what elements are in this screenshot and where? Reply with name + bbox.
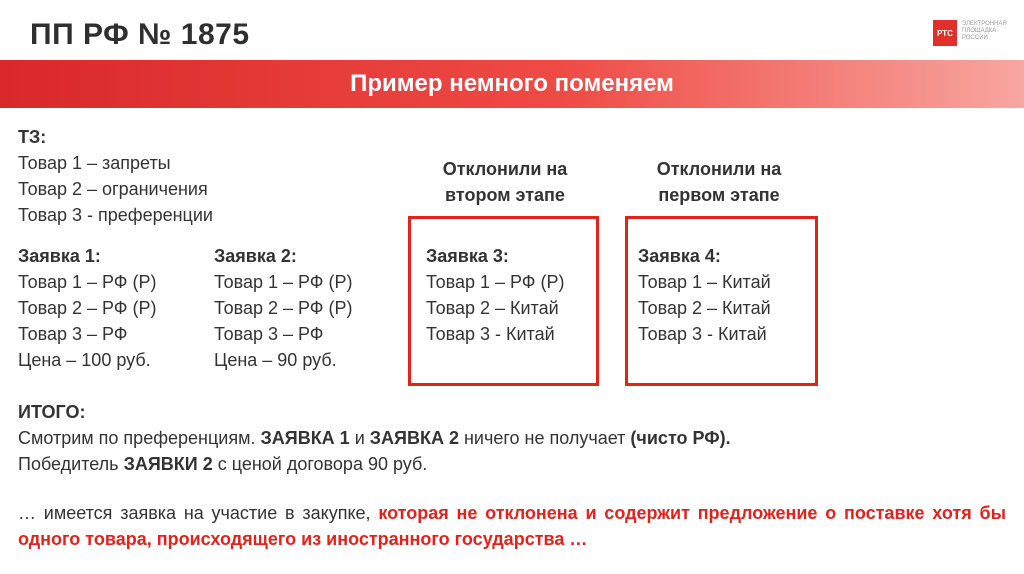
- tz-line: Товар 2 – ограничения: [18, 179, 208, 199]
- application-heading: Заявка 2:: [214, 246, 297, 266]
- text-run: Победитель: [18, 454, 124, 474]
- application-line: Товар 2 – Китай: [638, 298, 771, 318]
- total-heading: ИТОГО:: [18, 402, 86, 422]
- status-rejected-first-stage: Отклонили на первом этапе: [656, 159, 782, 205]
- application-heading: Заявка 4:: [638, 246, 721, 266]
- logo-text: ЭЛЕКТРОННАЯ ПЛОЩАДКА РОССИИ: [962, 21, 1007, 41]
- text-run: Смотрим по преференциям.: [18, 428, 261, 448]
- application-2: [214, 243, 353, 373]
- application-line: Товар 2 – Китай: [426, 298, 559, 318]
- text-run: и: [349, 428, 370, 448]
- application-1: [18, 243, 157, 373]
- text-run: ничего не получает: [458, 428, 631, 448]
- price-value: – 100 руб.: [61, 350, 151, 370]
- price-label: Цена: [18, 350, 62, 370]
- application-line: Товар 3 – РФ: [214, 324, 324, 344]
- application-line: Товар 1 – РФ (Р): [426, 272, 565, 292]
- price-value: – 90 руб.: [257, 350, 337, 370]
- application-line: Товар 3 - Китай: [426, 324, 555, 344]
- page-title: ПП РФ № 1875: [30, 18, 250, 51]
- price-label: Цена: [214, 350, 258, 370]
- application-price: [18, 347, 157, 373]
- text-run-bold: ЗАЯВКА 1: [260, 428, 350, 448]
- tz-heading: ТЗ:: [18, 127, 47, 147]
- tz-line: Товар 1 – запреты: [18, 153, 171, 173]
- text-run: с ценой договора 90 руб.: [212, 454, 428, 474]
- subtitle-banner: [0, 60, 1024, 108]
- application-heading: Заявка 1:: [18, 246, 101, 266]
- application-line: Товар 2 – РФ (Р): [18, 298, 157, 318]
- total-line-2: [18, 451, 1008, 477]
- quote-normal: … имеется заявка на участие в закупке,: [18, 503, 379, 523]
- tz-line: Товар 3 - преференции: [18, 205, 213, 225]
- application-line: Товар 1 – РФ (Р): [18, 272, 157, 292]
- status-rejected-second-stage: Отклонили на втором этапе: [442, 159, 568, 205]
- text-run-bold: ЗАЯВКИ 2: [123, 454, 213, 474]
- application-line: Товар 3 - Китай: [638, 324, 767, 344]
- application-price: [214, 347, 353, 373]
- law-quote: [18, 500, 1006, 552]
- application-line: Товар 1 – РФ (Р): [214, 272, 353, 292]
- total-line-1: [18, 425, 1008, 451]
- logo-mark: РТС: [933, 20, 957, 46]
- application-line: Товар 3 – РФ: [18, 324, 128, 344]
- banner-text: Пример немного поменяем: [350, 70, 674, 97]
- application-line: Товар 2 – РФ (Р): [214, 298, 353, 318]
- application-4: [638, 243, 771, 347]
- text-run-bold: (чисто РФ).: [630, 428, 731, 448]
- application-3: [426, 243, 565, 347]
- company-logo: [933, 20, 1007, 48]
- application-heading: Заявка 3:: [426, 246, 509, 266]
- tz-block: [18, 124, 213, 228]
- text-run-bold: ЗАЯВКА 2: [369, 428, 459, 448]
- application-line: Товар 1 – Китай: [638, 272, 771, 292]
- total-block: [18, 399, 1008, 477]
- quote-highlight: которая не отклонена и содержит предложение о поставке хотя бы одного товара, происходящего из иностранного государства …: [18, 503, 1006, 549]
